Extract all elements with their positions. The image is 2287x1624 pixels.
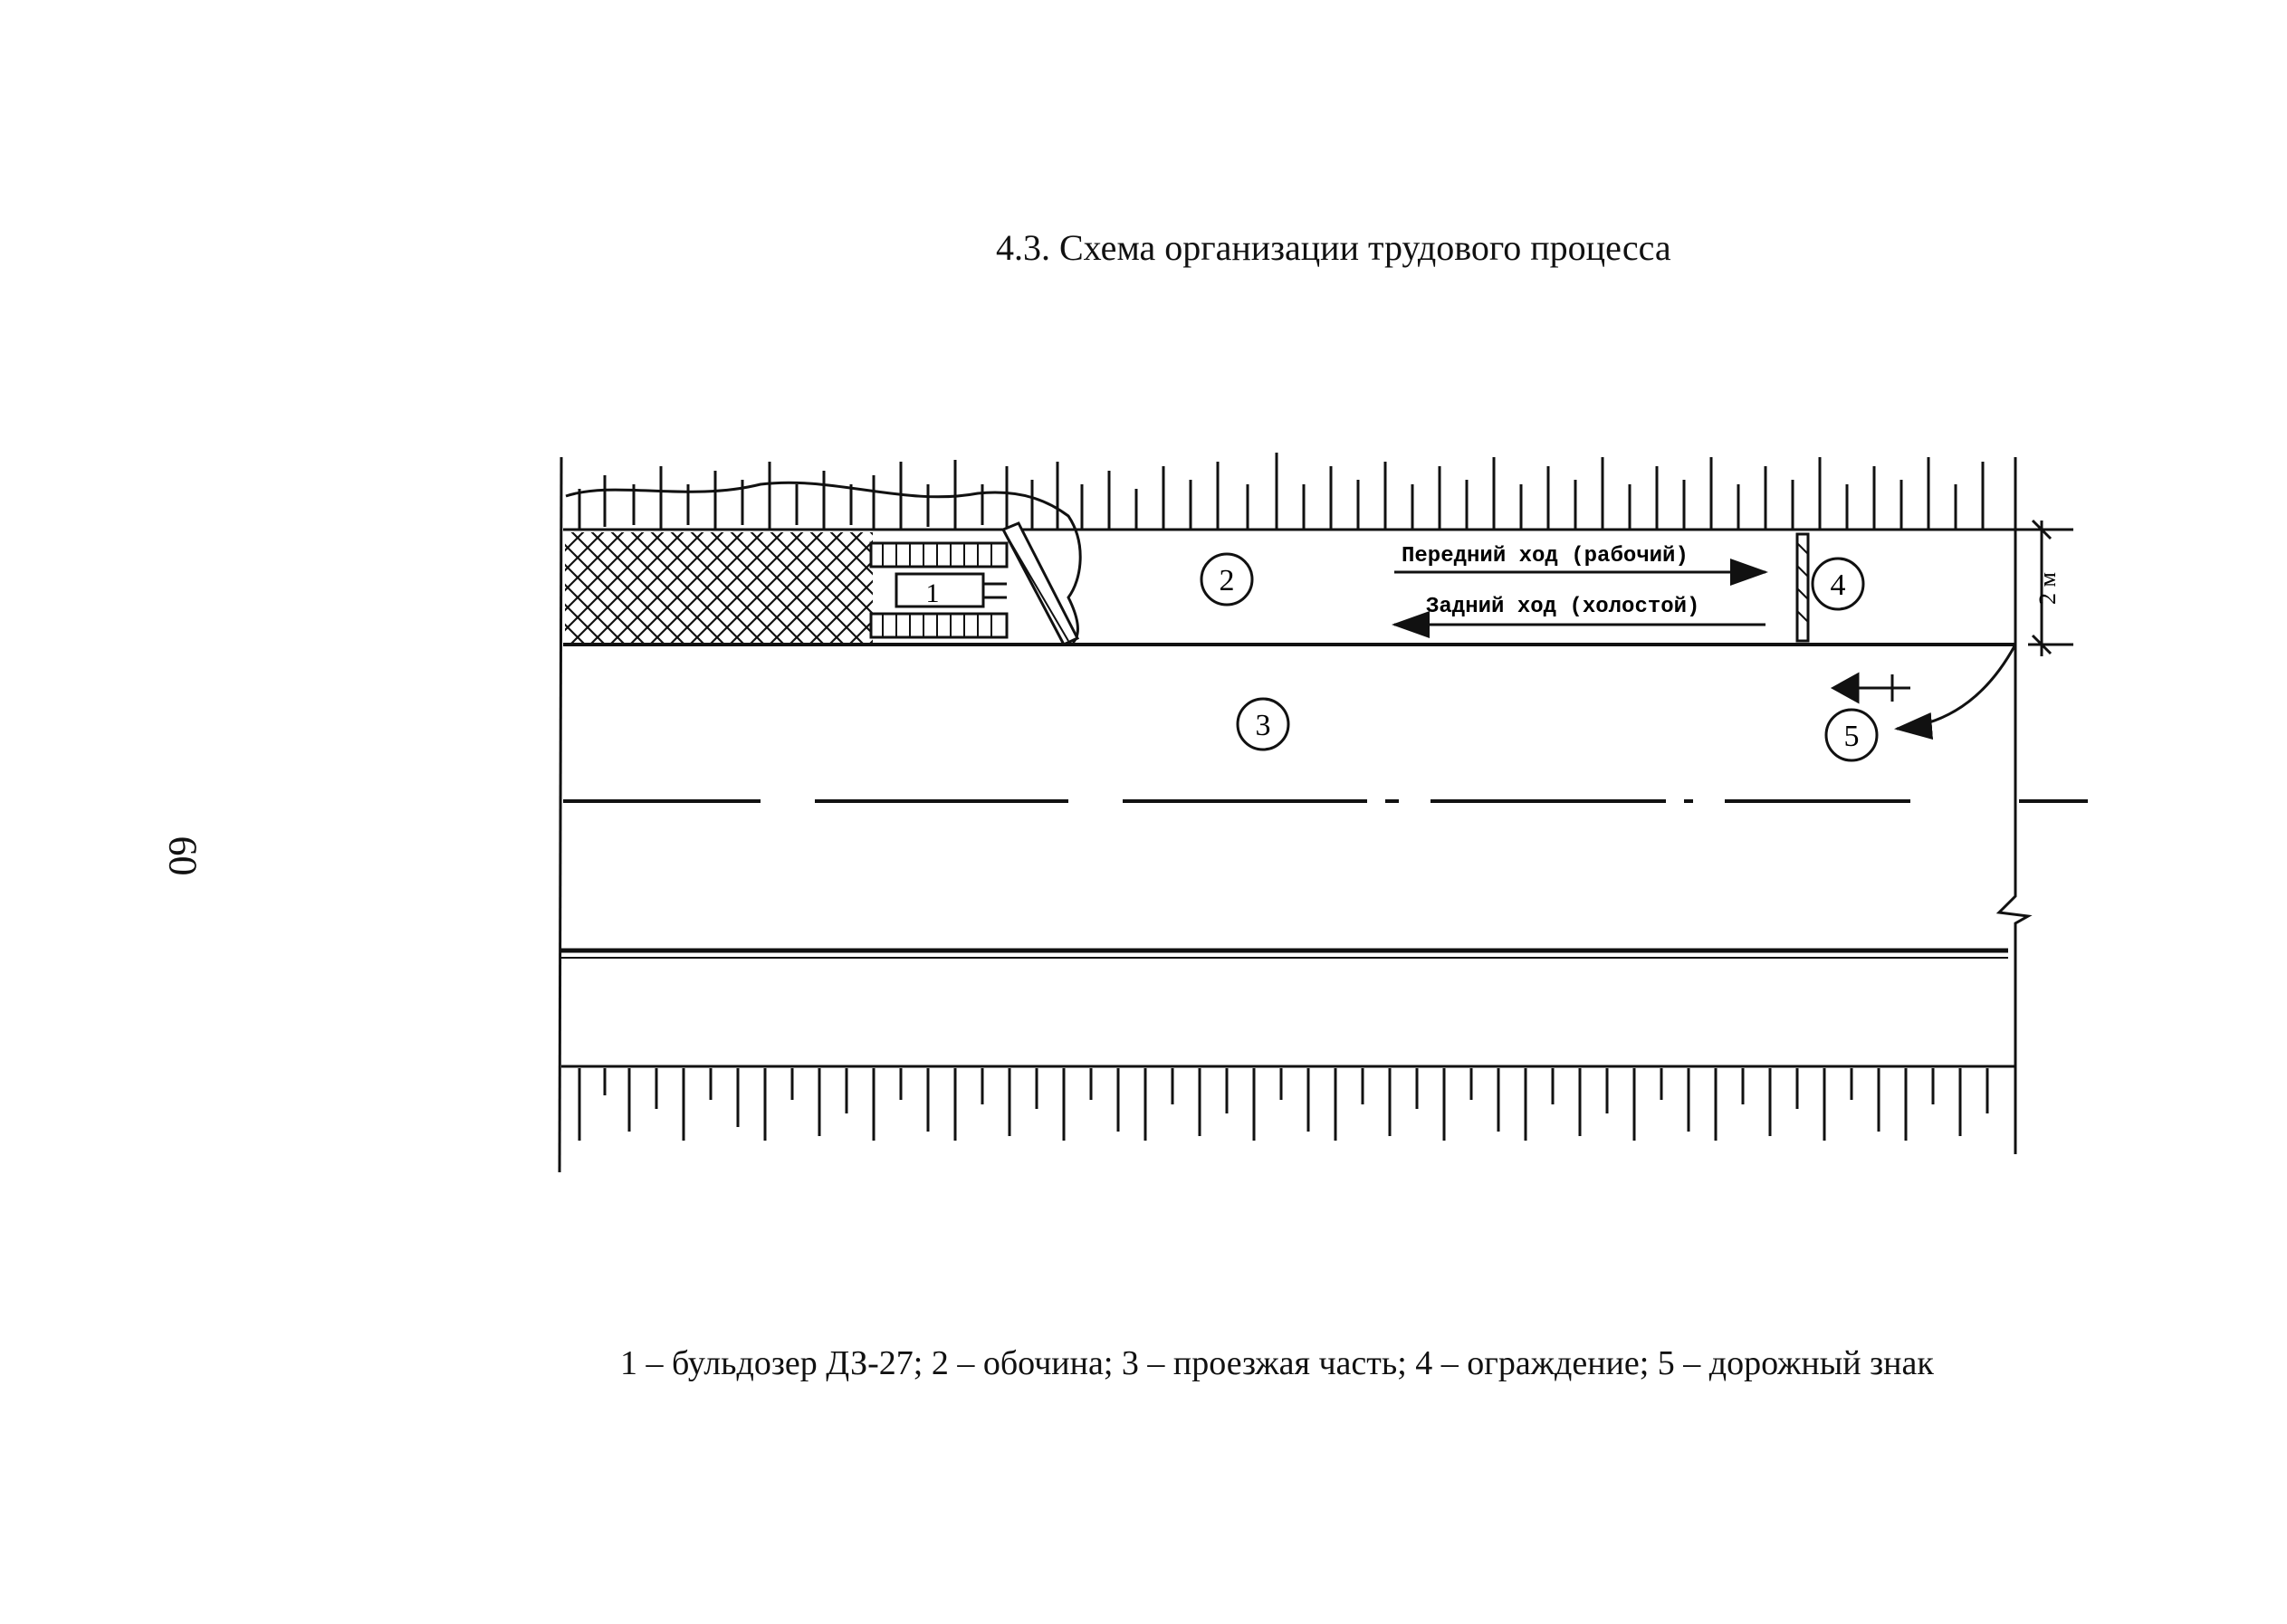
road-sign-icon — [1833, 674, 1910, 702]
scheme-left-edge — [560, 457, 561, 1172]
page-number: 60 — [160, 836, 206, 876]
callout-3: 3 — [1255, 709, 1271, 742]
callout-2: 2 — [1219, 564, 1235, 597]
callout-5-leader — [1897, 645, 2015, 729]
forward-run-label: Передний ход (рабочий) — [1402, 544, 1689, 568]
callout-1: 1 — [925, 578, 940, 608]
dimension-label: 2 м — [2034, 572, 2061, 605]
bulldozer — [871, 523, 1077, 645]
figure-caption: 1 – бульдозер ДЗ-27; 2 – обочина; 3 – проезжая часть; 4 – ограждение; 5 – дорожный знак — [620, 1344, 1934, 1382]
callout-4: 4 — [1830, 568, 1846, 602]
grass-ticks-bottom — [579, 1068, 1987, 1141]
callout-5: 5 — [1843, 720, 1860, 753]
scheme-right-edge — [1999, 457, 2028, 1154]
hatched-area — [565, 532, 873, 643]
fence — [1797, 534, 1808, 641]
grass-ticks-top — [579, 453, 1983, 530]
page-title: 4.3. Схема организации трудового процесса — [996, 227, 1671, 268]
reverse-run-label: Задний ход (холостой) — [1426, 595, 1700, 619]
